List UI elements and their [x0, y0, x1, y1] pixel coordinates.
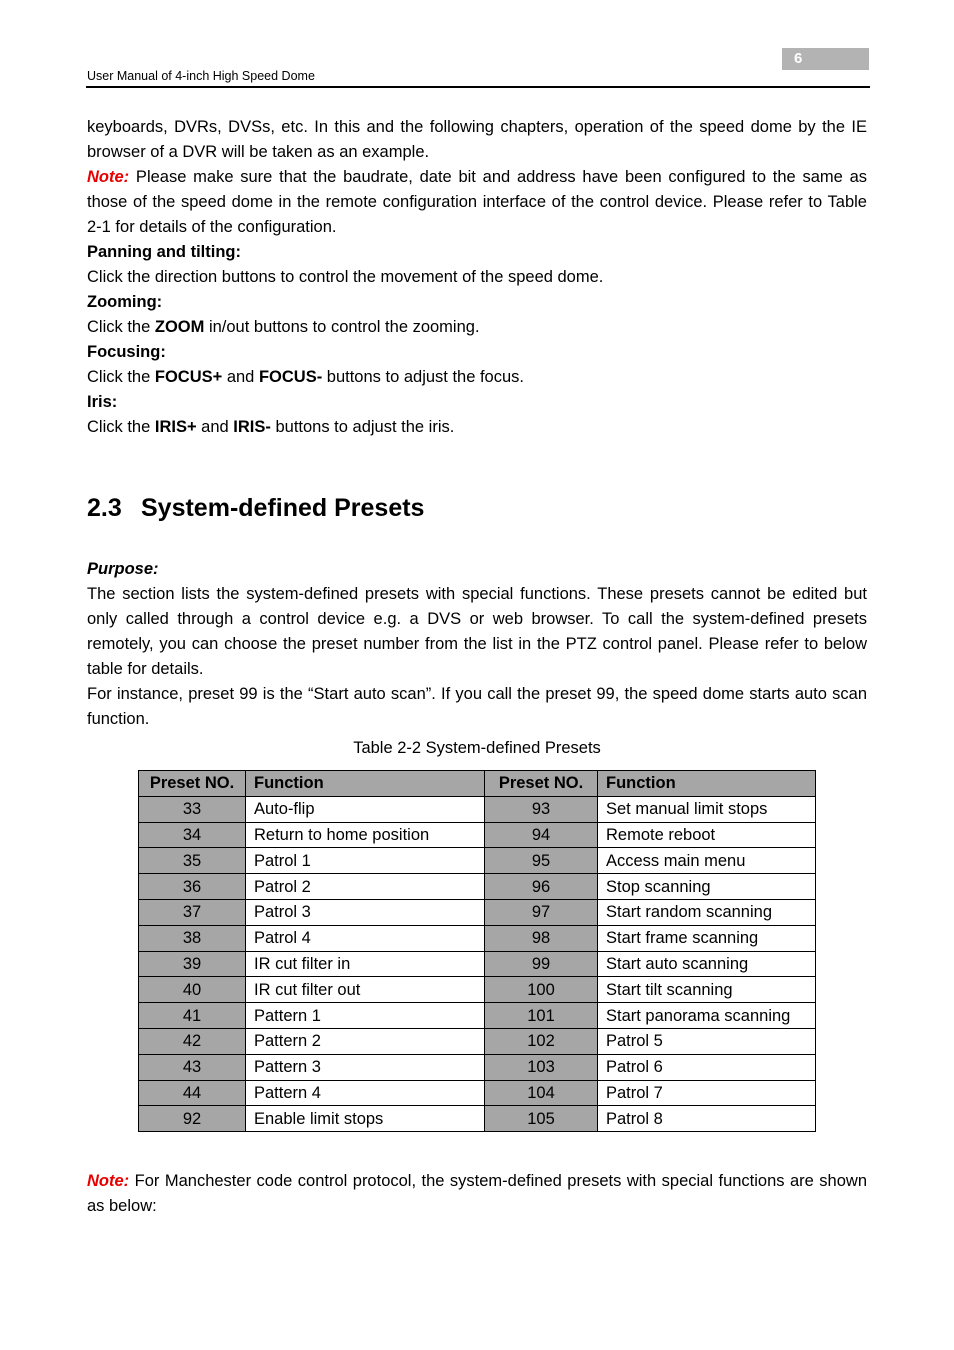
preset-number-cell: 44	[139, 1080, 246, 1106]
function-cell: Access main menu	[598, 848, 816, 874]
zooming-heading	[87, 290, 867, 315]
function-cell: Patrol 1	[246, 848, 485, 874]
table-row	[139, 1028, 816, 1054]
focus-minus-keyword: FOCUS-	[258, 368, 323, 386]
panning-heading	[87, 240, 867, 265]
document-header-title: User Manual of 4-inch High Speed Dome	[87, 69, 315, 83]
table-row	[139, 874, 816, 900]
preset-number-cell: 35	[139, 848, 246, 874]
iris-mid: and	[196, 418, 234, 436]
header-preset-no: Preset NO.	[485, 771, 598, 797]
preset-number-cell: 95	[485, 848, 598, 874]
preset-number-cell: 99	[485, 951, 598, 977]
header-preset-no: Preset NO.	[139, 771, 246, 797]
zooming-pre: Click the	[87, 318, 155, 336]
function-cell: Pattern 2	[246, 1028, 485, 1054]
note-label: Note:	[87, 1172, 130, 1190]
iris-text	[87, 415, 867, 440]
iris-heading-text: Iris:	[87, 393, 118, 411]
preset-number-cell: 92	[139, 1106, 246, 1132]
preset-number-cell: 37	[139, 899, 246, 925]
footer-note	[87, 1169, 867, 1219]
purpose-label-text: Purpose:	[87, 560, 159, 578]
function-cell: Pattern 4	[246, 1080, 485, 1106]
focusing-post: buttons to adjust the focus.	[322, 368, 524, 386]
table-row	[139, 925, 816, 951]
intro-note	[87, 165, 867, 240]
function-cell: Pattern 3	[246, 1054, 485, 1080]
focusing-mid: and	[222, 368, 259, 386]
function-cell: Start frame scanning	[598, 925, 816, 951]
header-function: Function	[246, 771, 485, 797]
footer-note-block	[87, 1169, 867, 1219]
table-row	[139, 796, 816, 822]
preset-number-cell: 39	[139, 951, 246, 977]
preset-number-cell: 42	[139, 1028, 246, 1054]
table-caption: Table 2-2 System-defined Presets	[353, 739, 601, 757]
preset-number-cell: 102	[485, 1028, 598, 1054]
preset-number-cell: 36	[139, 874, 246, 900]
instance-paragraph: For instance, preset 99 is the “Start auto scan”. If you call the preset 99, the speed dome starts auto scan function.	[87, 685, 867, 728]
preset-number-cell: 104	[485, 1080, 598, 1106]
intro-block	[87, 115, 867, 440]
focusing-heading	[87, 340, 867, 365]
purpose-paragraph: The section lists the system-defined presets with special functions. These presets cannot be edited but only called through a control device e.g. a DVS or web browser. To call the system-defined presets remotely, you can choose the preset number from the list in the PTZ control panel. Please refer to below table for details.	[87, 585, 867, 678]
iris-plus-keyword: IRIS+	[154, 418, 197, 436]
presets-table	[138, 770, 816, 1132]
zooming-text	[87, 315, 867, 340]
function-cell: Return to home position	[246, 822, 485, 848]
preset-number-cell: 43	[139, 1054, 246, 1080]
function-cell: Patrol 5	[598, 1028, 816, 1054]
header-divider	[86, 86, 870, 88]
function-cell: Patrol 8	[598, 1106, 816, 1132]
focus-plus-keyword: FOCUS+	[154, 368, 223, 386]
preset-number-cell: 41	[139, 1003, 246, 1029]
focusing-heading-text: Focusing:	[87, 343, 166, 361]
function-cell: Patrol 6	[598, 1054, 816, 1080]
iris-minus-keyword: IRIS-	[233, 418, 271, 436]
function-cell: Stop scanning	[598, 874, 816, 900]
table-row	[139, 1080, 816, 1106]
table-row	[139, 977, 816, 1003]
iris-post: buttons to adjust the iris.	[270, 418, 455, 436]
table-row	[139, 899, 816, 925]
section-number: 2.3	[87, 494, 122, 522]
table-row	[139, 1003, 816, 1029]
page-number-badge	[782, 48, 869, 70]
panning-text: Click the direction buttons to control the movement of the speed dome.	[87, 268, 604, 286]
purpose-label	[87, 557, 867, 582]
preset-number-cell: 100	[485, 977, 598, 1003]
preset-number-cell: 103	[485, 1054, 598, 1080]
table-row	[139, 822, 816, 848]
function-cell: Patrol 3	[246, 899, 485, 925]
preset-number-cell: 98	[485, 925, 598, 951]
table-header-row	[139, 771, 816, 797]
function-cell: Auto-flip	[246, 796, 485, 822]
function-cell: Set manual limit stops	[598, 796, 816, 822]
page-number: 6	[794, 50, 803, 67]
function-cell: Patrol 2	[246, 874, 485, 900]
iris-heading	[87, 390, 867, 415]
preset-number-cell: 101	[485, 1003, 598, 1029]
function-cell: Start tilt scanning	[598, 977, 816, 1003]
iris-pre: Click the	[87, 418, 155, 436]
zooming-heading-text: Zooming:	[87, 293, 163, 311]
zooming-post: in/out buttons to control the zooming.	[204, 318, 480, 336]
preset-number-cell: 38	[139, 925, 246, 951]
preset-number-cell: 96	[485, 874, 598, 900]
intro-paragraph: keyboards, DVRs, DVSs, etc. In this and the following chapters, operation of the speed dome by the IE browser of a DVR will be taken as an example.	[87, 118, 867, 161]
preset-number-cell: 94	[485, 822, 598, 848]
note-label: Note:	[87, 168, 130, 186]
function-cell: Patrol 4	[246, 925, 485, 951]
table-row	[139, 951, 816, 977]
function-cell: Start panorama scanning	[598, 1003, 816, 1029]
preset-number-cell: 40	[139, 977, 246, 1003]
zoom-keyword: ZOOM	[154, 318, 205, 336]
table-row	[139, 1054, 816, 1080]
function-cell: Pattern 1	[246, 1003, 485, 1029]
function-cell: Remote reboot	[598, 822, 816, 848]
note-text: Please make sure that the baudrate, date bit and address have been configured to the same as those of the speed dome in the remote configuration interface of the control device. Please refer to Table 2-1 for details of the configuration.	[87, 168, 867, 236]
table-row	[139, 1106, 816, 1132]
function-cell: Patrol 7	[598, 1080, 816, 1106]
focusing-text	[87, 365, 867, 390]
table-row	[139, 848, 816, 874]
focusing-pre: Click the	[87, 368, 155, 386]
preset-number-cell: 33	[139, 796, 246, 822]
panning-heading-text: Panning and tilting:	[87, 243, 241, 261]
section-heading	[87, 494, 424, 523]
section-title: System-defined Presets	[141, 494, 425, 522]
header-function: Function	[598, 771, 816, 797]
function-cell: IR cut filter in	[246, 951, 485, 977]
preset-number-cell: 93	[485, 796, 598, 822]
function-cell: Start auto scanning	[598, 951, 816, 977]
purpose-block	[87, 557, 867, 732]
preset-number-cell: 34	[139, 822, 246, 848]
function-cell: Enable limit stops	[246, 1106, 485, 1132]
preset-number-cell: 105	[485, 1106, 598, 1132]
function-cell: IR cut filter out	[246, 977, 485, 1003]
preset-number-cell: 97	[485, 899, 598, 925]
function-cell: Start random scanning	[598, 899, 816, 925]
note-text: For Manchester code control protocol, the system-defined presets with special functions are shown as below:	[87, 1172, 867, 1215]
